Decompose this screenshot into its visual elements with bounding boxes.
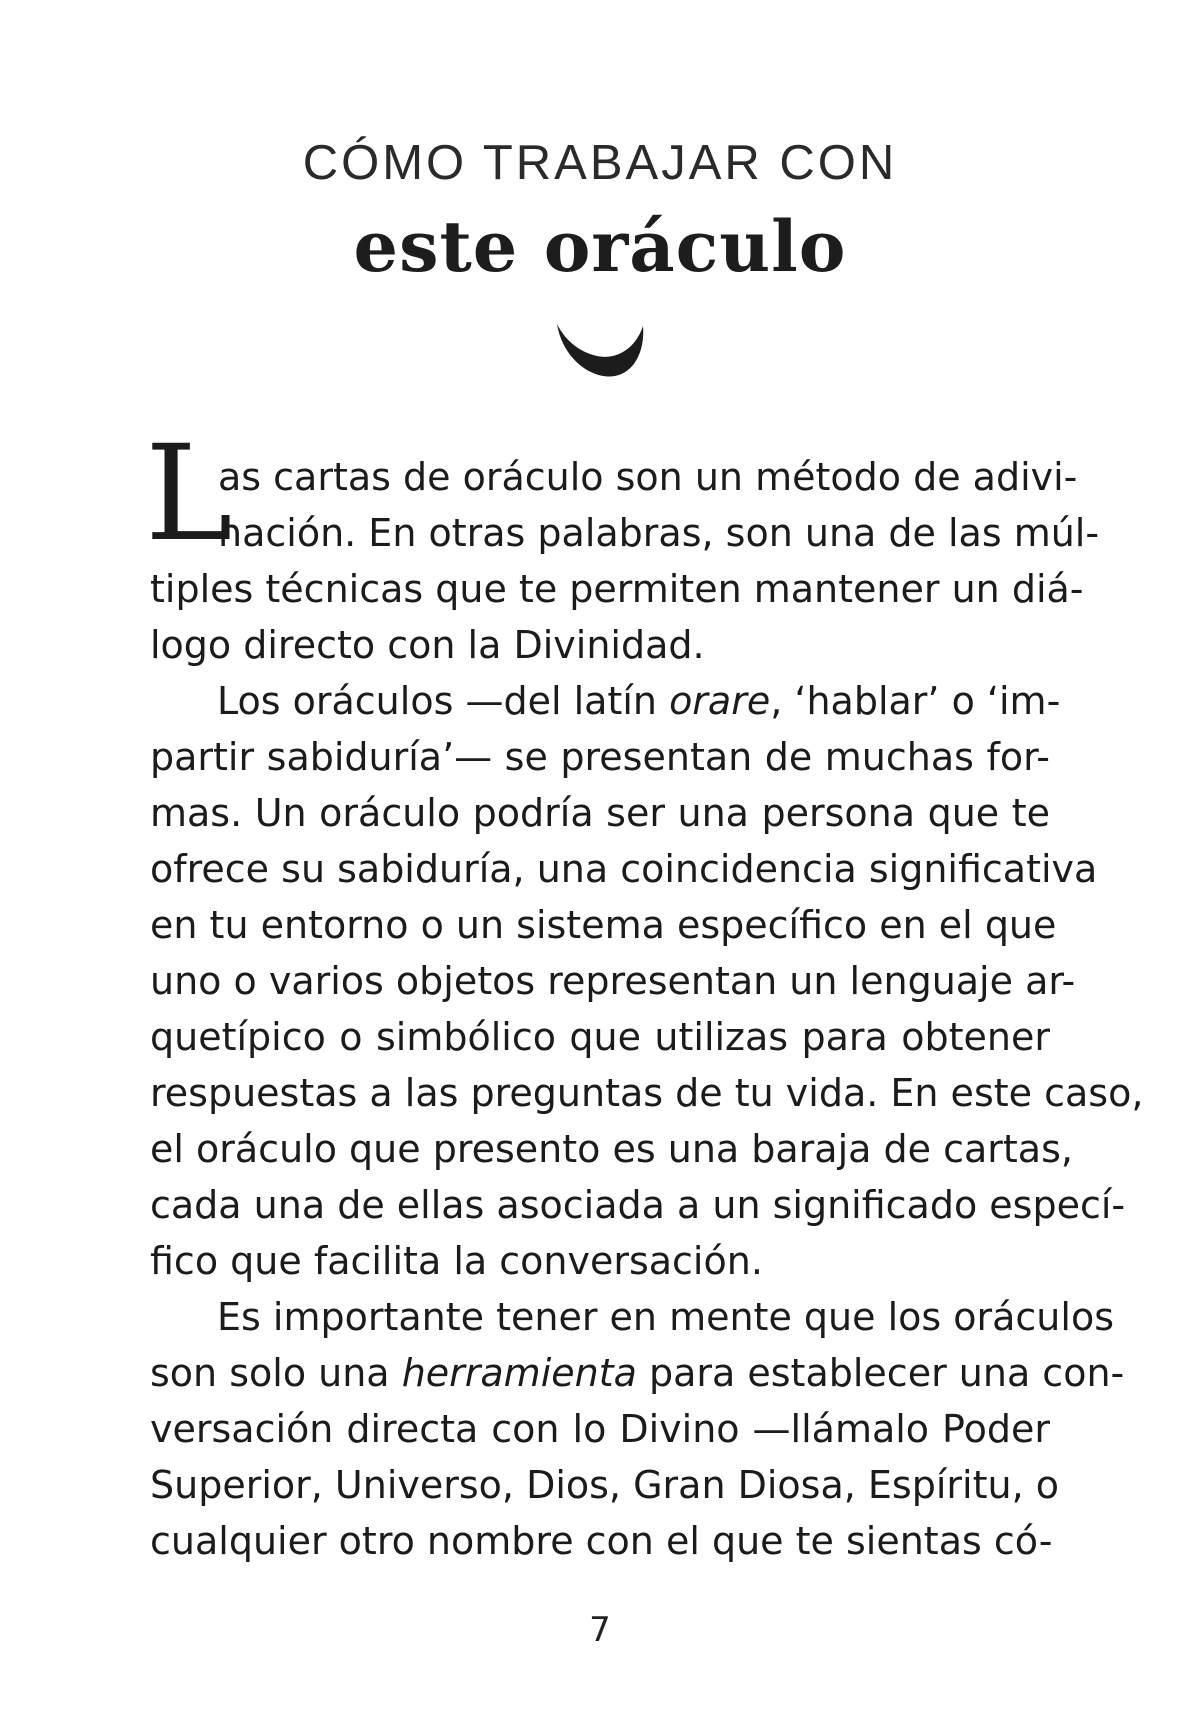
chapter-kicker: CÓMO TRABAJAR CON — [302, 136, 898, 190]
text-line — [150, 1345, 1125, 1401]
text-line: en tu entorno o un sistema específico en el que — [150, 903, 1057, 947]
text-line: Es importante tener en mente que los oráculos — [217, 1295, 1114, 1339]
text-span: Los oráculos —del latín — [217, 679, 670, 723]
italic-term: herramienta — [401, 1351, 637, 1395]
text-line: nación. En otras palabras, son una de las múl- — [218, 511, 1100, 555]
text-line: tiples técnicas que te permiten mantener un diá- — [150, 567, 1084, 611]
text-line: partir sabiduría’— se presentan de muchas for- — [150, 735, 1050, 779]
text-line: versación directa con lo Divino —llámalo Poder — [150, 1407, 1050, 1451]
page-number: 7 — [589, 1610, 611, 1650]
text-span: son solo una — [150, 1351, 402, 1395]
text-line: respuestas a las preguntas de tu vida. En este caso, — [150, 1071, 1144, 1115]
text-line: cualquier otro nombre con el que te sientas có- — [150, 1519, 1053, 1563]
text-line: as cartas de oráculo son un método de adivi- — [218, 455, 1078, 499]
text-line: el oráculo que presento es una baraja de cartas, — [150, 1127, 1073, 1171]
drop-cap: L — [145, 417, 233, 571]
text-line: Superior, Universo, Dios, Gran Diosa, Espíritu, o — [150, 1463, 1059, 1507]
text-line: cada una de ellas asociada a un significado especí- — [150, 1183, 1126, 1227]
text-line: logo directo con la Divinidad. — [150, 623, 705, 667]
text-span: para establecer una con- — [636, 1351, 1125, 1395]
text-line: ofrece su sabiduría, una coincidencia significativa — [150, 847, 1098, 891]
text-line: fico que facilita la conversación. — [150, 1239, 763, 1283]
text-line: quetípico o simbólico que utilizas para obtener — [150, 1015, 1050, 1059]
text-line: uno o varios objetos representan un lenguaje ar- — [150, 959, 1076, 1003]
text-span: , ‘hablar’ o ‘im- — [770, 679, 1061, 723]
chapter-title: este oráculo — [353, 205, 847, 288]
crescent-moon-icon — [553, 320, 647, 382]
italic-term: orare — [669, 679, 771, 723]
text-line — [150, 673, 1061, 729]
text-line: mas. Un oráculo podría ser una persona que te — [150, 791, 1050, 835]
